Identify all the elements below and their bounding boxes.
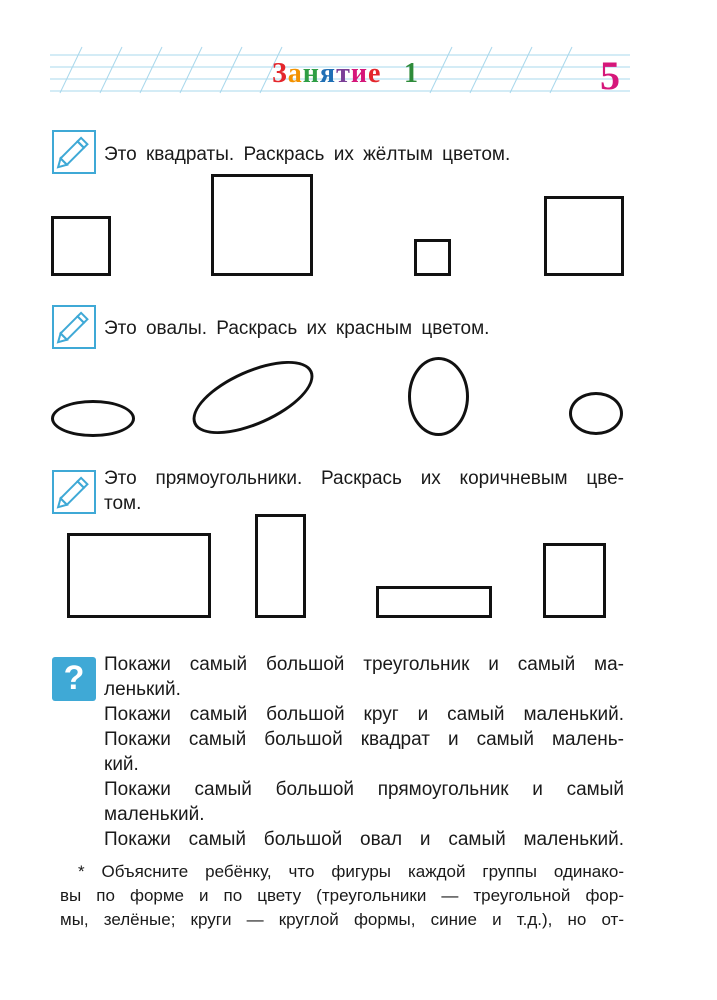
rectangle-shape [376,586,492,618]
task-squares-text: Это квадраты. Раскрась их жёлтым цветом. [104,144,511,165]
lesson-title-letter: я [319,58,337,89]
lesson-title-letter: З [272,58,288,89]
rectangle-shape [543,543,606,618]
square-shape [414,239,451,276]
question-icon [52,657,96,701]
question-line: Покажи самый большой круг и самый маленький. [104,704,624,725]
question-line: кий. [104,754,139,775]
pencil-icon [52,305,96,349]
question-mark: ? [63,659,85,697]
lesson-number: 1 [404,58,418,89]
square-shape [544,196,624,276]
task-rectangles-text-line1: Это прямоугольники. Раскрась их коричневым цве- [104,468,624,489]
rectangle-shape [255,514,306,618]
lesson-title-letter: е [367,58,382,89]
question-line: Покажи самый большой квадрат и самый малень- [104,729,624,750]
rectangle-shape [67,533,211,618]
lesson-title-letter: а [287,58,303,89]
footnote-line: * Объясните ребёнку, что фигуры каждой группы одинако- [78,862,624,881]
square-shape [211,174,313,276]
oval-shape [182,346,323,449]
question-line: Покажи самый большой прямоугольник и самый [104,779,624,800]
footnote-line: вы по форме и по цвету (треугольники — треугольной фор- [60,886,624,905]
lesson-title-letter: н [302,58,320,89]
question-line: маленький. [104,804,205,825]
task-rectangles-text-line2: том. [104,493,142,514]
square-shape [51,216,111,276]
lesson-title-letter: и [350,58,368,89]
lesson-title [272,58,381,90]
task-ovals-text: Это овалы. Раскрась их красным цветом. [104,318,490,339]
question-line: Покажи самый большой овал и самый маленький. [104,829,624,850]
page-number: 5 [600,53,620,98]
pencil-icon [52,130,96,174]
oval-shape [408,357,469,436]
question-line: Покажи самый большой треугольник и самый ма- [104,654,624,675]
oval-shape [569,392,623,435]
pencil-icon [52,470,96,514]
lesson-title-letter: т [336,58,351,89]
question-line: ленький. [104,679,181,700]
footnote-line: мы, зелёные; круги — круглой формы, синие и т.д.), но от- [60,910,624,929]
oval-shape [51,400,135,437]
